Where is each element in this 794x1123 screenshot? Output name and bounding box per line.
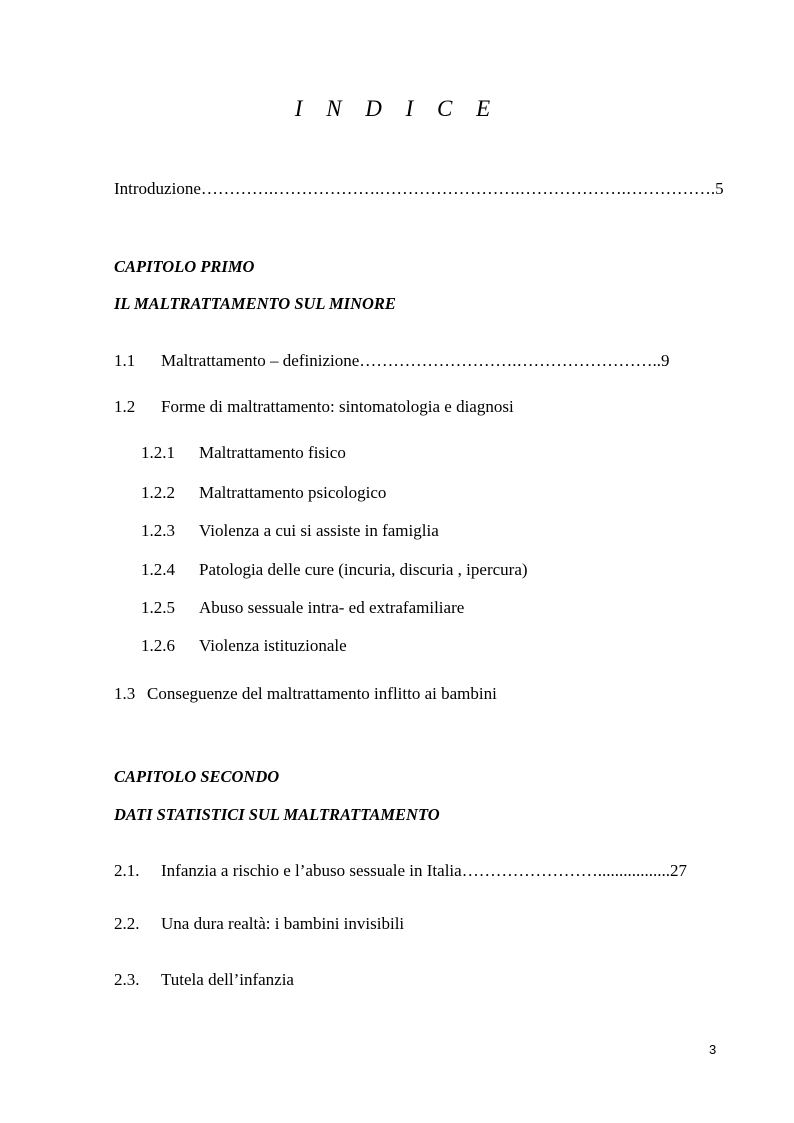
entry-number: 1.2.2 [141,483,175,502]
entry-number: 1.3 [114,684,136,703]
entry-label: Introduzione [114,179,201,198]
entry-label: Forme di maltrattamento: sintomatologia e diagnosi [161,397,514,416]
entry-number: 2.1. [114,861,140,880]
entry-label: Violenza istituzionale [199,636,347,655]
entry-number: 1.1 [114,351,136,370]
toc-entry [114,971,294,988]
page-number: 3 [709,1042,717,1057]
entry-number: 1.2.6 [141,636,175,655]
entry-number: 1.2.4 [141,560,175,579]
entry-number: 2.2. [114,914,140,933]
chapter-title: IL MALTRATTAMENTO SUL MINORE [114,294,396,313]
chapter-heading: CAPITOLO PRIMO [114,257,255,276]
leader-dots: ………….……………….…………………….……………….……………. [200,179,716,198]
entry-number: 1.2 [114,397,136,416]
entry-label: Infanzia a rischio e l’abuso sessuale in Italia [161,861,462,880]
toc-entry-introduzione [114,180,724,197]
entry-label: Maltrattamento – definizione [161,351,360,370]
toc-entry [114,685,497,702]
leader-dots: ……………………................. [461,861,670,880]
leader-dots: ……………………….…………………….. [359,351,662,370]
toc-subentry [141,522,439,539]
toc-subentry [141,561,528,578]
entry-label: Maltrattamento fisico [199,443,346,462]
entry-label: Una dura realtà: i bambini invisibili [161,914,405,933]
page-ref: 9 [661,351,670,370]
entry-label: Conseguenze del maltrattamento inflitto ai bambini [147,684,497,703]
entry-label: Violenza a cui si assiste in famiglia [199,521,439,540]
entry-label: Maltrattamento psicologico [199,483,387,502]
entry-number: 2.3. [114,970,140,989]
entry-number: 1.2.1 [141,443,175,462]
entry-label: Abuso sessuale intra- ed extrafamiliare [199,598,465,617]
toc-subentry [141,599,464,616]
entry-number: 1.2.5 [141,598,175,617]
chapter-title: DATI STATISTICI SUL MALTRATTAMENTO [114,805,440,824]
toc-entry [114,915,404,932]
toc-subentry [141,484,386,501]
toc-entry [114,862,687,879]
toc-subentry [141,637,347,654]
entry-number: 1.2.3 [141,521,175,540]
entry-label: Patologia delle cure (incuria, discuria , ipercura) [199,560,528,579]
page-ref: 5 [715,179,724,198]
toc-entry [114,398,514,415]
toc-entry [114,352,670,369]
index-title: I N D I C E [294,96,500,121]
toc-subentry [141,444,346,461]
entry-label: Tutela dell’infanzia [161,970,294,989]
chapter-heading: CAPITOLO SECONDO [114,767,280,786]
page-ref: 27 [669,861,687,880]
